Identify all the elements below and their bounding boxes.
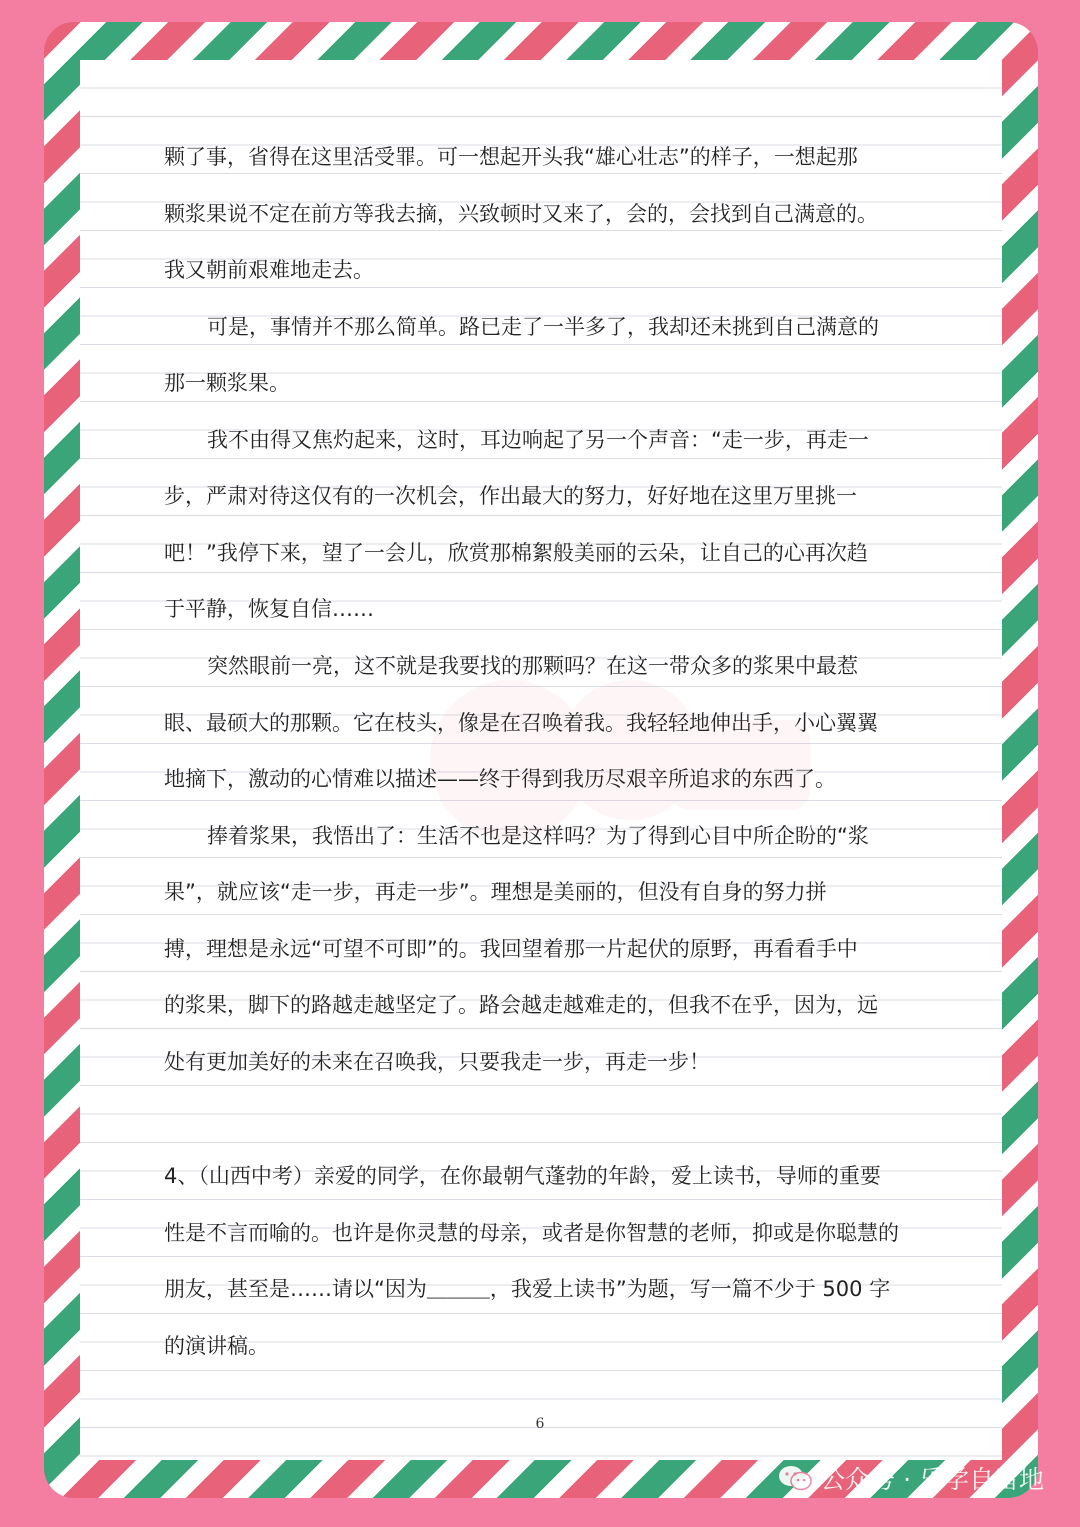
prompt-line: 4、（山西中考）亲爱的同学，在你最朝气蓬勃的年龄，爱上读书，导师的重要 — [164, 1164, 881, 1188]
prompt-line: 性是不言而喻的。也许是你灵慧的母亲，或者是你智慧的老师，抑或是你聪慧的 — [164, 1221, 899, 1245]
essay-line: 可是，事情并不那么简单。路已走了一半多了，我却还未挑到自己满意的 — [207, 315, 879, 339]
essay-line: 突然眼前一亮，这不就是我要找的那颗吗？在这一带众多的浆果中最惹 — [207, 654, 858, 678]
wechat-icon — [778, 1464, 812, 1492]
essay-line: 处有更加美好的未来在召唤我，只要我走一步，再走一步！ — [164, 1050, 710, 1074]
essay-line: 我不由得又焦灼起来，这时，耳边响起了另一个声音：“走一步，再走一 — [207, 428, 869, 452]
prompt-line: 朋友，甚至是……请以“因为＿＿＿，我爱上读书”为题，写一篇不少于 500 字 — [164, 1277, 891, 1301]
essay-line: 的浆果，脚下的路越走越坚定了。路会越走越难走的，但我不在乎，因为，远 — [164, 993, 878, 1017]
watermark-text: 公众号 · 乐学自留地 — [820, 1465, 1044, 1494]
writing-prompt — [164, 1161, 924, 1371]
essay-line: 颗浆果说不定在前方等我去摘，兴致顿时又来了，会的，会找到自己满意的。 — [164, 202, 878, 226]
essay-line: 搏，理想是永远“可望不可即”的。我回望着那一片起伏的原野，再看看手中 — [164, 937, 858, 961]
essay-line: 眼、最硕大的那颗。它在枝头，像是在召唤着我。我轻轻地伸出手，小心翼翼 — [164, 711, 878, 735]
wechat-watermark — [778, 1460, 1044, 1496]
essay-line: 捧着浆果，我悟出了：生活不也是这样吗？为了得到心目中所企盼的“浆 — [207, 824, 869, 848]
essay-line: 于平静，恢复自信…… — [164, 597, 374, 621]
prompt-line: 的演讲稿。 — [164, 1334, 269, 1358]
essay-continuation — [164, 142, 924, 1082]
essay-line: 地摘下，激动的心情难以描述——终于得到我历尽艰辛所追求的东西了。 — [164, 767, 836, 791]
essay-line: 吧！”我停下来，望了一会儿，欣赏那棉絮般美丽的云朵，让自己的心再次趋 — [164, 541, 868, 565]
essay-line: 我又朝前艰难地走去。 — [164, 258, 374, 282]
page-number: 6 — [535, 1416, 545, 1432]
essay-line: 那一颗浆果。 — [164, 371, 290, 395]
essay-line: 步，严肃对待这仅有的一次机会，作出最大的努力，好好地在这里万里挑一 — [164, 484, 857, 508]
essay-line: 颗了事，省得在这里活受罪。可一想起开头我“雄心壮志”的样子，一想起那 — [164, 145, 858, 169]
essay-line: 果”，就应该“走一步，再走一步”。理想是美丽的，但没有自身的努力拼 — [164, 880, 827, 904]
